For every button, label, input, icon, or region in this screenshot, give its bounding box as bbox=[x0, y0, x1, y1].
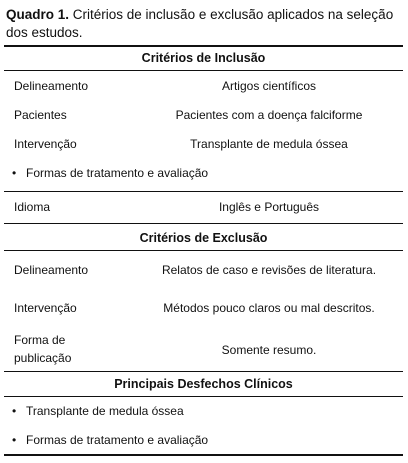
exclusion-row-format-label-1: Forma de bbox=[14, 333, 66, 347]
exclusion-row-intervention-label: Intervenção bbox=[14, 301, 77, 315]
outcomes-bullet-item bbox=[12, 403, 184, 420]
table-top-rule bbox=[4, 45, 403, 47]
exclusion-row-format-label-2: publicação bbox=[14, 351, 72, 365]
inclusion-row-language-label: Idioma bbox=[14, 200, 51, 214]
inclusion-row-design-label: Delineamento bbox=[14, 79, 89, 93]
table-bottom-rule bbox=[4, 454, 403, 456]
table-caption bbox=[6, 6, 402, 42]
inclusion-bullet-item bbox=[12, 165, 208, 182]
caption-text: Critérios de inclusão e exclusão aplicados na seleção dos estudos. bbox=[6, 7, 394, 40]
exclusion-row-intervention-value: Métodos pouco claros ou mal descritos. bbox=[163, 301, 375, 315]
inclusion-language-rule bbox=[4, 191, 403, 192]
outcomes-bullet-text: Transplante de medula óssea bbox=[26, 404, 184, 418]
exclusion-row-design-label: Delineamento bbox=[14, 263, 89, 277]
inclusion-row-patients-label: Pacientes bbox=[14, 108, 67, 122]
inclusion-bullet-text: Formas de tratamento e avaliação bbox=[26, 166, 209, 180]
inclusion-row-intervention-label: Intervenção bbox=[14, 137, 77, 151]
inclusion-header: Critérios de Inclusão bbox=[141, 51, 266, 65]
caption-label: Quadro 1. bbox=[6, 7, 70, 22]
inclusion-row-intervention-value: Transplante de medula óssea bbox=[190, 137, 348, 151]
exclusion-header: Critérios de Exclusão bbox=[139, 231, 268, 245]
inclusion-row-patients-value: Pacientes com a doença falciforme bbox=[175, 108, 363, 122]
bullet-glyph: • bbox=[12, 404, 17, 418]
exclusion-row-format-value: Somente resumo. bbox=[221, 343, 317, 357]
outcomes-header: Principais Desfechos Clínicos bbox=[114, 377, 293, 391]
exclusion-end-rule bbox=[4, 371, 403, 372]
outcomes-bullet-text: Formas de tratamento e avaliação bbox=[26, 433, 209, 447]
inclusion-row-language-value: Inglês e Português bbox=[218, 200, 320, 214]
inclusion-row-design-value: Artigos científicos bbox=[221, 79, 317, 93]
outcomes-header-rule bbox=[4, 396, 403, 397]
inclusion-header-rule bbox=[4, 70, 403, 71]
inclusion-end-rule bbox=[4, 223, 403, 224]
bullet-glyph: • bbox=[12, 166, 17, 180]
bullet-glyph: • bbox=[12, 433, 17, 447]
exclusion-row-design-value: Relatos de caso e revisões de literatura. bbox=[161, 263, 377, 277]
outcomes-bullet-item bbox=[12, 432, 208, 449]
exclusion-header-rule bbox=[4, 250, 403, 251]
